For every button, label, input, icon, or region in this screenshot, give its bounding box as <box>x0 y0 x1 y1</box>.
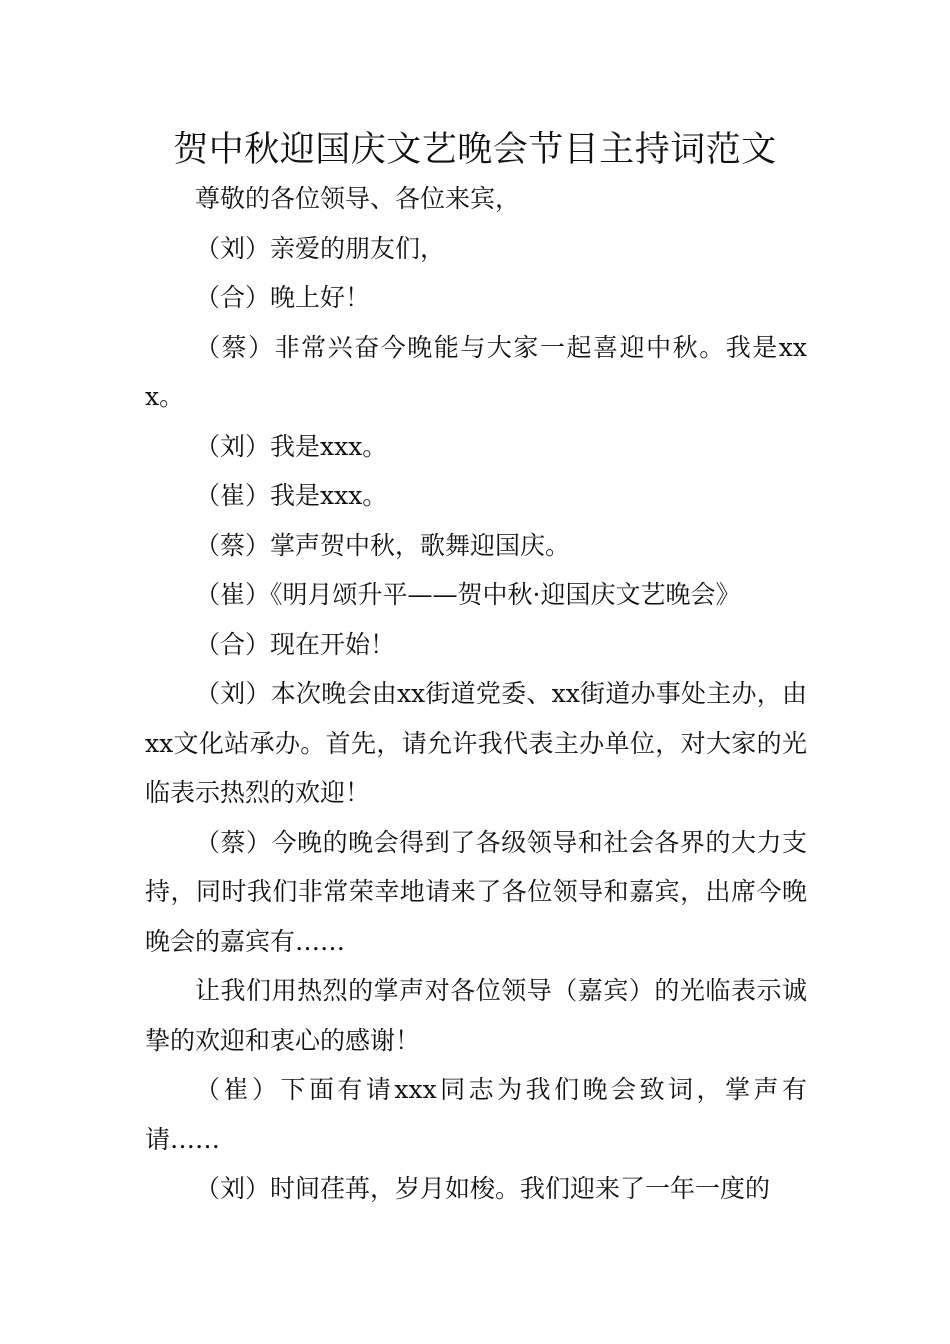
paragraph-together-1: （合）晚上好！ <box>195 283 371 312</box>
paragraph-cai-3: （蔡）今晚的晚会得到了各级领导和社会各界的大力支持，同时我们非常荣幸地请来了各位领导和嘉宾，出席今晚晚会的嘉宾有…… <box>145 827 807 956</box>
paragraph-cui-3: （崔）下面有请xxx同志为我们晚会致词，掌声有请…… <box>145 1075 807 1154</box>
paragraph-liu-1: （刘）亲爱的朋友们， <box>195 233 446 263</box>
paragraph-greeting: 尊敬的各位领导、各位来宾， <box>195 184 521 213</box>
paragraph-applause: 让我们用热烈的掌声对各位领导（嘉宾）的光临表示诚挚的欢迎和衷心的感谢！ <box>145 976 807 1055</box>
paragraph-cui-1: （崔）我是xxx。 <box>195 481 388 510</box>
paragraph-cai-2: （蔡）掌声贺中秋，歌舞迎国庆。 <box>195 530 571 560</box>
paragraph-together-2: （合）现在开始！ <box>195 629 396 659</box>
paragraph-liu-3: （刘）本次晚会由xx街道党委、xx街道办事处主办，由xx文化站承办。首先，请允许我代表主办单位，对大家的光临表示热烈的欢迎！ <box>145 679 807 807</box>
document-title: 贺中秋迎国庆文艺晚会节目主持词范文 <box>173 130 777 170</box>
document-body <box>145 174 807 1214</box>
paragraph-cui-2: （崔）《明月颂升平——贺中秋·迎国庆文艺晚会》 <box>195 580 741 609</box>
paragraph-liu-2: （刘）我是xxx。 <box>195 431 388 461</box>
paragraph-liu-4: （刘）时间荏苒，岁月如梭。我们迎来了一年一度的 <box>195 1174 771 1203</box>
paragraph-cai-1: （蔡）非常兴奋今晚能与大家一起喜迎中秋。我是xxx。 <box>145 332 807 411</box>
